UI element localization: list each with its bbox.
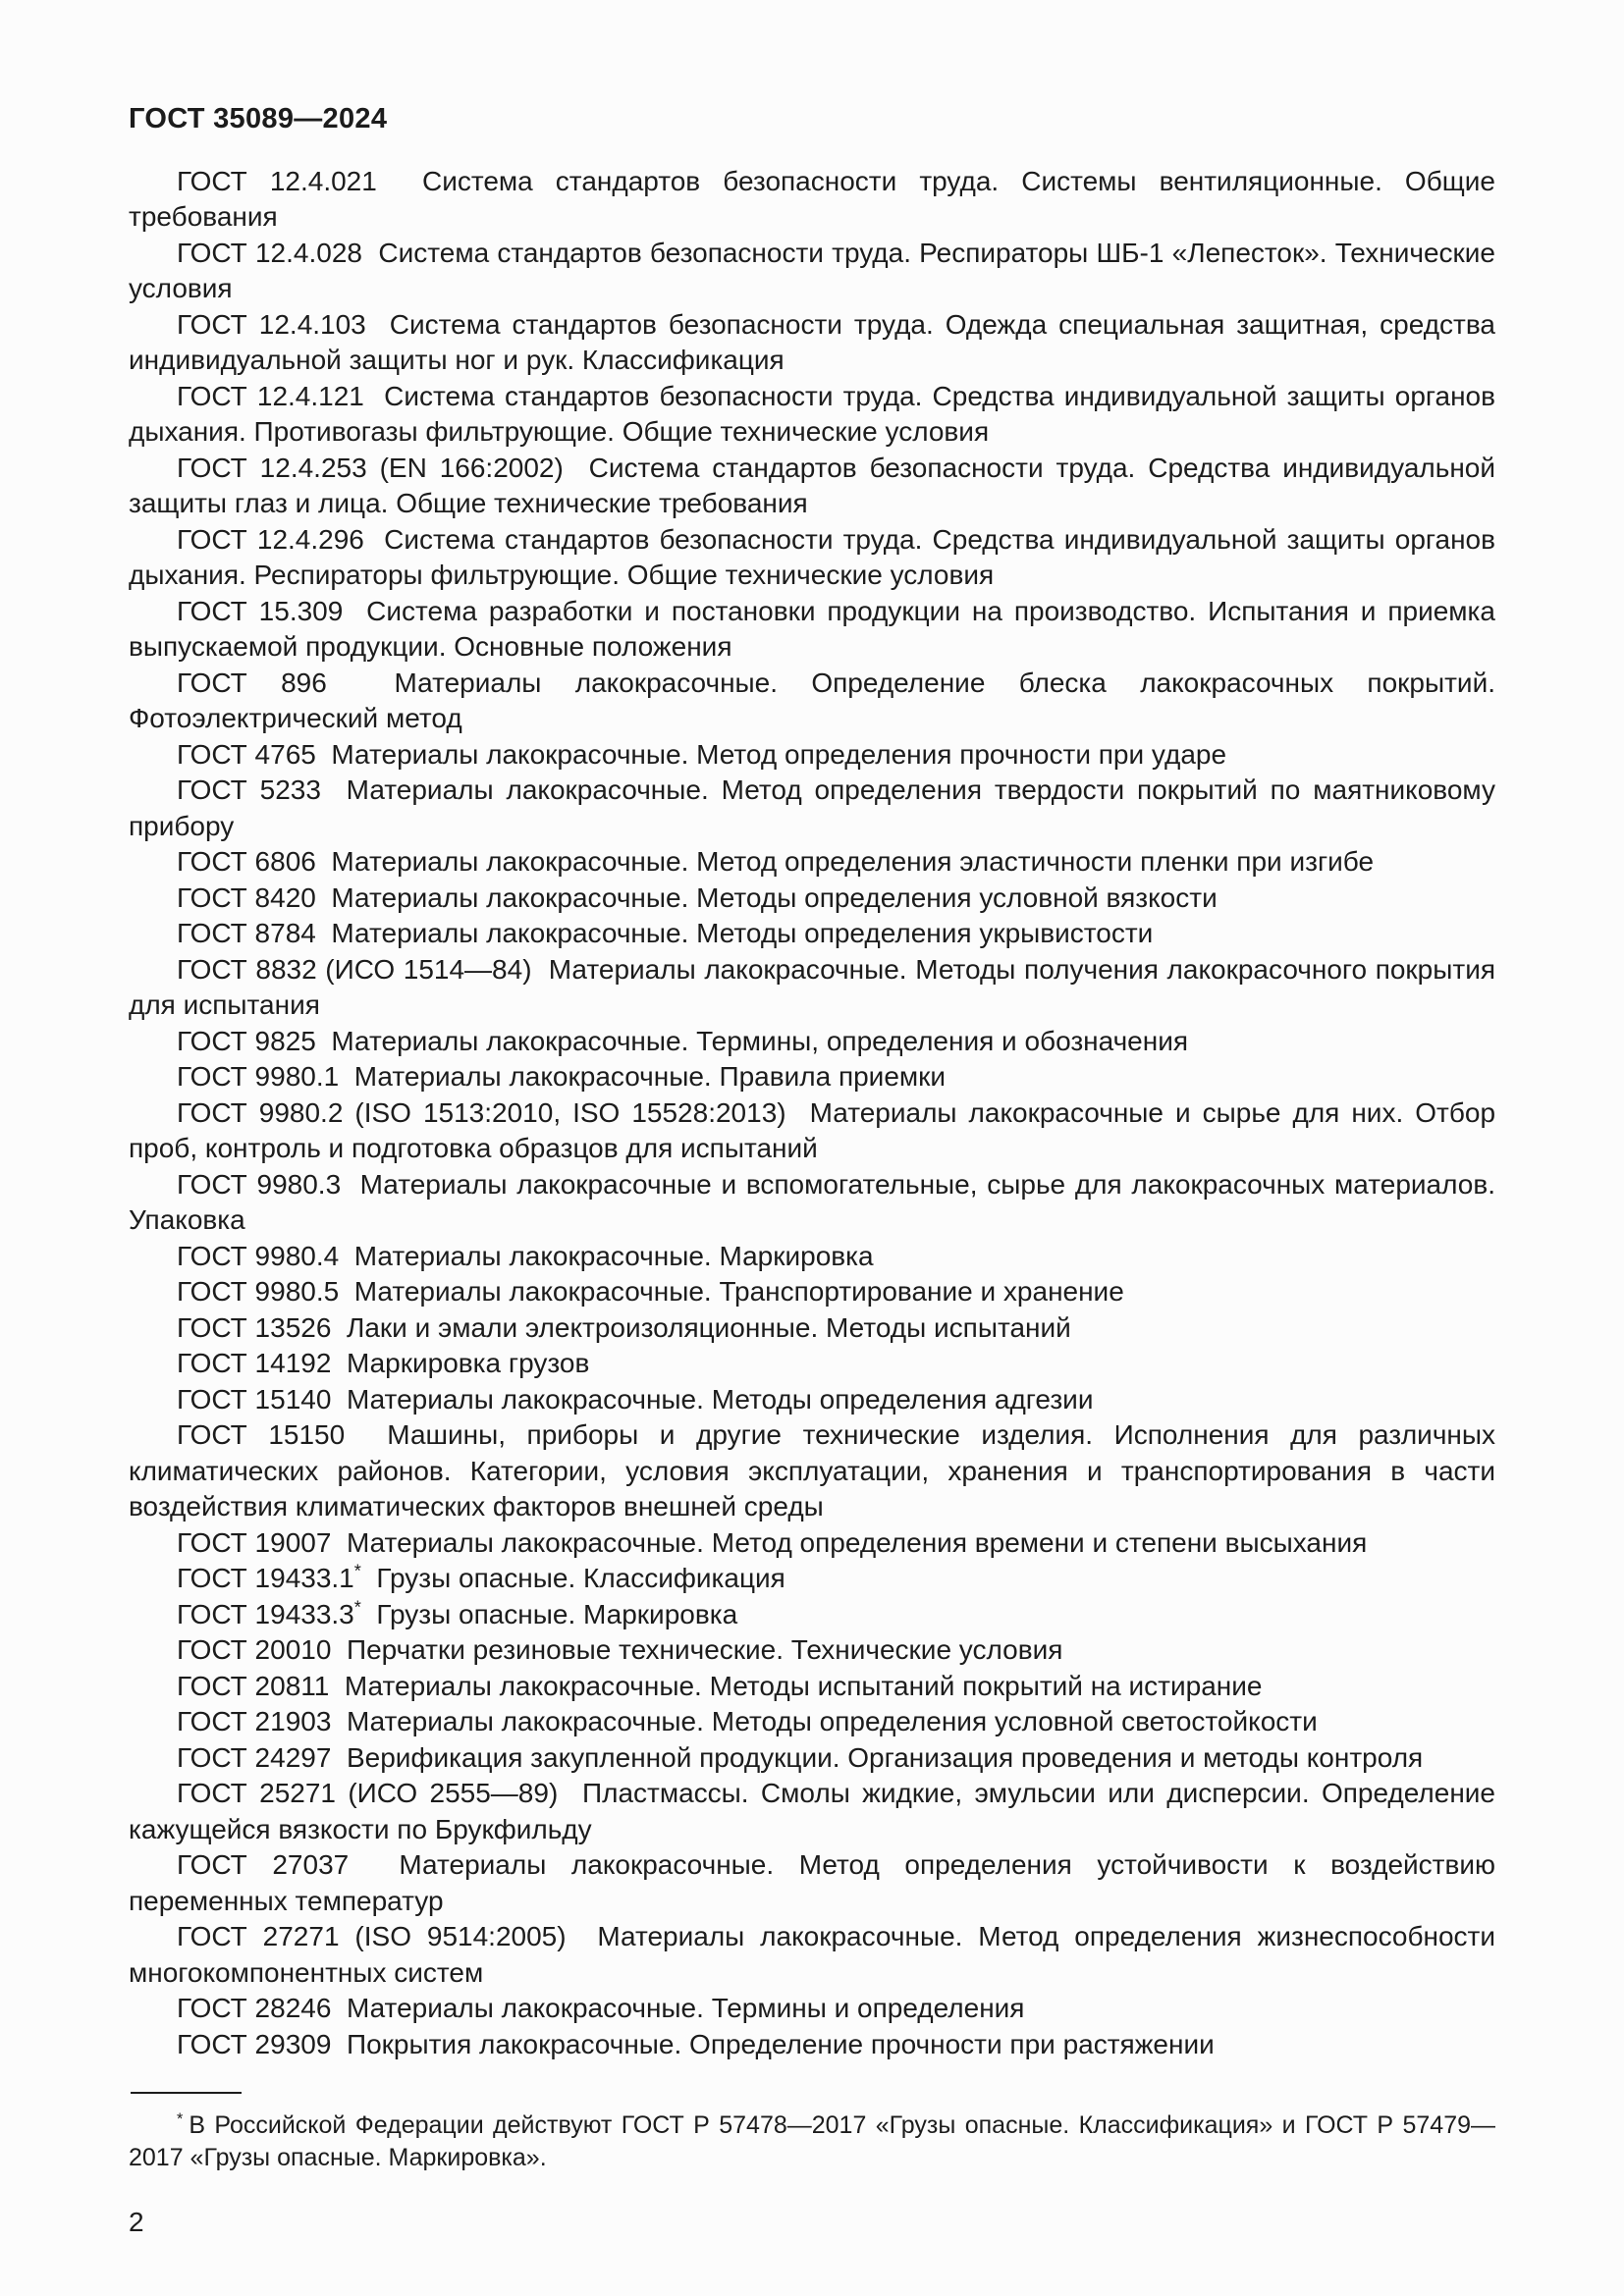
- reference-code: ГОСТ 25271 (ИСО 2555—89): [177, 1778, 559, 1809]
- reference-item: [129, 1561, 1495, 1597]
- footnote: [129, 2109, 1495, 2173]
- reference-title: Система стандартов безопасности труда. Системы вентиляционные. Общие требования: [129, 165, 1495, 233]
- footnote-divider: [131, 2092, 242, 2094]
- reference-code: ГОСТ 9980.1: [177, 1061, 340, 1093]
- reference-item: [129, 1740, 1495, 1777]
- reference-title: Материалы лакокрасочные. Маркировка: [339, 1240, 874, 1271]
- reference-title: Система стандартов безопасности труда. Респираторы ШБ-1 «Лепесток». Технические условия: [129, 237, 1495, 304]
- reference-item: [129, 1310, 1495, 1347]
- reference-title: Система стандартов безопасности труда. Средства индивидуальной защиты глаз и лица. Общие технические требования: [129, 452, 1495, 519]
- reference-code: ГОСТ 15140: [177, 1383, 332, 1415]
- reference-title: Материалы лакокрасочные. Метод определения эластичности пленки при изгибе: [315, 846, 1375, 878]
- reference-title: Грузы опасные. Маркировка: [360, 1598, 738, 1629]
- reference-code: ГОСТ 9980.4: [177, 1240, 340, 1271]
- footnote-text: В Российской Федерации действуют ГОСТ Р 57478—2017 «Грузы опасные. Классификация» и ГОСТ Р 57479—2017 «Грузы опасные. Маркировка».: [129, 2111, 1495, 2171]
- reference-code: ГОСТ 20010: [177, 1634, 332, 1666]
- reference-item: [129, 881, 1495, 917]
- reference-title: Материалы лакокрасочные. Термины, определения и обозначения: [315, 1025, 1189, 1056]
- page-number: 2: [129, 2207, 144, 2238]
- reference-title: Материалы лакокрасочные. Метод определения прочности при ударе: [315, 738, 1227, 770]
- reference-item: [129, 773, 1495, 844]
- reference-item: [129, 1597, 1495, 1633]
- reference-title: Грузы опасные. Классификация: [360, 1563, 785, 1594]
- reference-code: ГОСТ 15150: [177, 1419, 346, 1451]
- reference-code: ГОСТ 19433.3: [177, 1598, 354, 1629]
- reference-code: ГОСТ 13526: [177, 1311, 332, 1343]
- reference-item: [129, 952, 1495, 1024]
- reference-item: [129, 1239, 1495, 1275]
- reference-item: [129, 1919, 1495, 1991]
- reference-code: ГОСТ 19007: [177, 1526, 332, 1558]
- reference-item: [129, 844, 1495, 881]
- reference-title: Материалы лакокрасочные. Метод определения времени и степени высыхания: [331, 1526, 1368, 1558]
- reference-code: ГОСТ 12.4.121: [177, 380, 364, 411]
- footnote-ref-marker: *: [353, 1561, 361, 1581]
- reference-title: Система стандартов безопасности труда. Средства индивидуальной защиты органов дыхания. Респираторы фильтрующие. Общие технические условия: [129, 523, 1495, 591]
- reference-code: ГОСТ 12.4.296: [177, 523, 364, 555]
- reference-code: ГОСТ 8832 (ИСО 1514—84): [177, 953, 532, 985]
- reference-title: Система стандартов безопасности труда. Одежда специальная защитная, средства индивидуальной защиты ног и рук. Классификация: [129, 308, 1495, 376]
- reference-item: [129, 1382, 1495, 1418]
- footnote-ref-marker: *: [353, 1597, 361, 1618]
- reference-item: [129, 1704, 1495, 1740]
- reference-title: Материалы лакокрасочные. Правила приемки: [339, 1061, 947, 1093]
- reference-title: Материалы лакокрасочные. Метод определения устойчивости к воздействию переменных температур: [129, 1849, 1495, 1916]
- reference-title: Машины, приборы и другие технические изделия. Исполнения для различных климатических районов. Категории, условия эксплуатации, хранения и транспортирования в части воздействия климатических факторов внешней среды: [129, 1419, 1495, 1522]
- reference-code: ГОСТ 8420: [177, 881, 316, 913]
- reference-item: [129, 1525, 1495, 1562]
- reference-item: [129, 1167, 1495, 1239]
- reference-item: [129, 1847, 1495, 1919]
- reference-title: Материалы лакокрасочные. Транспортирование и хранение: [339, 1276, 1124, 1308]
- reference-code: ГОСТ 12.4.028: [177, 237, 362, 268]
- reference-item: [129, 1776, 1495, 1847]
- reference-title: Материалы лакокрасочные. Метод определения твердости покрытий по маятниковому прибору: [129, 774, 1495, 841]
- reference-code: ГОСТ 20811: [177, 1670, 330, 1701]
- reference-code: ГОСТ 15.309: [177, 595, 344, 626]
- reference-title: Лаки и эмали электроизоляционные. Методы испытаний: [331, 1311, 1071, 1343]
- reference-item: [129, 1669, 1495, 1705]
- reference-item: [129, 666, 1495, 737]
- reference-code: ГОСТ 9980.3: [177, 1168, 342, 1200]
- reference-item: [129, 1417, 1495, 1525]
- reference-item: [129, 1095, 1495, 1167]
- reference-code: ГОСТ 8784: [177, 918, 316, 949]
- reference-item: [129, 737, 1495, 774]
- reference-title: Покрытия лакокрасочные. Определение прочности при растяжении: [331, 2028, 1215, 2059]
- reference-item: [129, 1274, 1495, 1310]
- reference-code: ГОСТ 9825: [177, 1025, 316, 1056]
- reference-item: [129, 2027, 1495, 2063]
- reference-title: Материалы лакокрасочные. Методы определения условной вязкости: [315, 881, 1218, 913]
- reference-code: ГОСТ 28246: [177, 1993, 332, 2024]
- reference-item: [129, 164, 1495, 236]
- reference-title: Материалы лакокрасочные. Термины и определения: [331, 1993, 1025, 2024]
- reference-title: Материалы лакокрасочные. Определение блеска лакокрасочных покрытий. Фотоэлектрический метод: [129, 667, 1495, 734]
- reference-code: ГОСТ 12.4.253 (EN 166:2002): [177, 452, 564, 483]
- reference-item: [129, 1059, 1495, 1095]
- reference-item: [129, 379, 1495, 451]
- footnote-marker: *: [177, 2109, 184, 2128]
- reference-title: Материалы лакокрасочные. Методы определения адгезии: [331, 1383, 1094, 1415]
- reference-code: ГОСТ 6806: [177, 846, 316, 878]
- reference-item: [129, 236, 1495, 307]
- reference-item: [129, 594, 1495, 666]
- reference-code: ГОСТ 27037: [177, 1849, 350, 1881]
- reference-item: [129, 522, 1495, 594]
- reference-item: [129, 1991, 1495, 2027]
- reference-title: Верификация закупленной продукции. Организация проведения и методы контроля: [331, 1741, 1424, 1773]
- references-list: [129, 164, 1495, 2063]
- reference-item: [129, 1632, 1495, 1669]
- reference-code: ГОСТ 24297: [177, 1741, 332, 1773]
- reference-code: ГОСТ 19433.1: [177, 1563, 354, 1594]
- reference-code: ГОСТ 5233: [177, 774, 321, 806]
- reference-item: [129, 307, 1495, 379]
- reference-title: Материалы лакокрасочные. Методы определения укрывистости: [315, 918, 1154, 949]
- reference-code: ГОСТ 9980.2 (ISO 1513:2010, ISO 15528:2013): [177, 1096, 786, 1128]
- reference-title: Система стандартов безопасности труда. Средства индивидуальной защиты органов дыхания. Противогазы фильтрующие. Общие технические условия: [129, 380, 1495, 448]
- reference-title: Материалы лакокрасочные. Методы определения условной светостойкости: [331, 1706, 1318, 1737]
- reference-title: Система разработки и постановки продукции на производство. Испытания и приемка выпускаемой продукции. Основные положения: [129, 595, 1495, 663]
- reference-item: [129, 451, 1495, 522]
- reference-title: Маркировка грузов: [331, 1348, 590, 1379]
- reference-item: [129, 1024, 1495, 1060]
- reference-code: ГОСТ 14192: [177, 1348, 332, 1379]
- reference-code: ГОСТ 21903: [177, 1706, 332, 1737]
- reference-code: ГОСТ 4765: [177, 738, 316, 770]
- reference-code: ГОСТ 12.4.103: [177, 308, 366, 340]
- reference-title: Материалы лакокрасочные. Методы получения лакокрасочного покрытия для испытания: [129, 953, 1495, 1021]
- reference-title: Материалы лакокрасочные. Метод определения жизнеспособности многокомпонентных систем: [129, 1921, 1496, 1988]
- reference-code: ГОСТ 12.4.021: [177, 165, 377, 196]
- reference-code: ГОСТ 27271 (ISO 9514:2005): [177, 1921, 567, 1952]
- reference-title: Пластмассы. Смолы жидкие, эмульсии или дисперсии. Определение кажущейся вязкости по Брукфильду: [129, 1778, 1495, 1844]
- reference-title: Материалы лакокрасочные. Методы испытаний покрытий на истирание: [329, 1670, 1263, 1701]
- reference-item: [129, 916, 1495, 952]
- reference-title: Материалы лакокрасочные и вспомогательные, сырье для лакокрасочных материалов. Упаковка: [129, 1168, 1495, 1236]
- reference-code: ГОСТ 9980.5: [177, 1276, 340, 1308]
- reference-code: ГОСТ 896: [177, 667, 327, 698]
- reference-item: [129, 1346, 1495, 1382]
- reference-title: Материалы лакокрасочные и сырье для них. Отбор проб, контроль и подготовка образцов для испытаний: [129, 1096, 1496, 1164]
- reference-code: ГОСТ 29309: [177, 2028, 332, 2059]
- reference-title: Перчатки резиновые технические. Технические условия: [331, 1634, 1063, 1666]
- document-header: ГОСТ 35089—2024: [129, 103, 388, 134]
